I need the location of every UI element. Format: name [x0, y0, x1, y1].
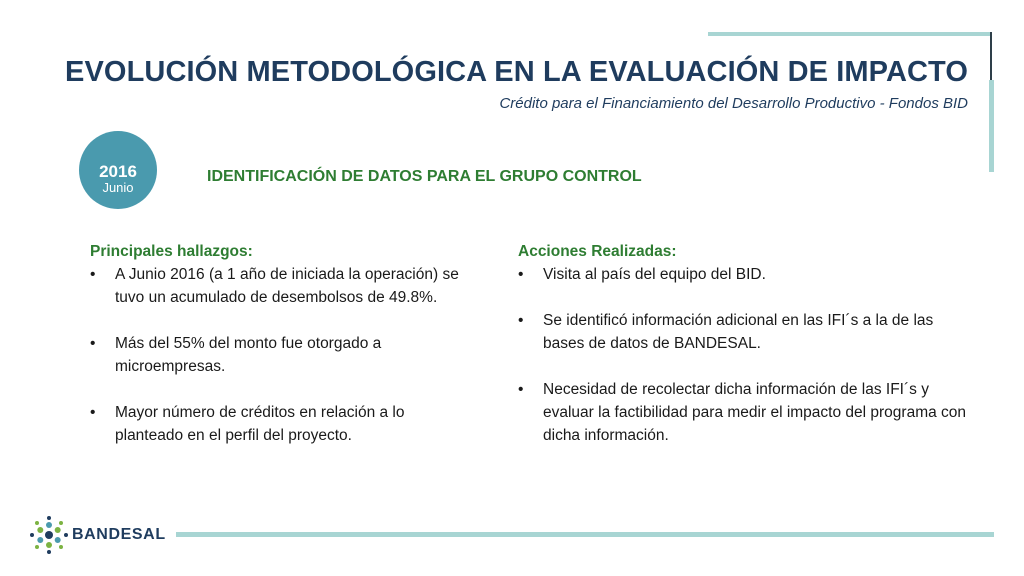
findings-column: [90, 240, 470, 470]
section-heading: IDENTIFICACIÓN DE DATOS PARA EL GRUPO CONTROL: [207, 168, 642, 185]
actions-column: [518, 240, 968, 470]
top-accent-line: [708, 32, 992, 36]
findings-item: • Mayor número de créditos en relación a lo planteado en el perfil del proyecto.: [90, 401, 470, 447]
findings-list: [90, 263, 470, 447]
date-year: 2016: [99, 162, 137, 181]
top-corner-line: [990, 32, 992, 80]
bandesal-logo-text: BANDESAL: [72, 526, 166, 543]
bandesal-logo: [28, 512, 164, 558]
actions-heading: Acciones Realizadas:: [518, 243, 677, 260]
findings-heading: Principales hallazgos:: [90, 243, 253, 260]
slide-subtitle: Crédito para el Financiamiento del Desarrollo Productivo - Fondos BID: [499, 95, 968, 112]
side-accent-line: [989, 80, 994, 172]
slide-title: EVOLUCIÓN METODOLÓGICA EN LA EVALUACIÓN DE IMPACTO: [65, 56, 968, 88]
actions-item: • Se identificó información adicional en las IFI´s a la de las bases de datos de BANDESAL.: [518, 309, 968, 355]
findings-item: • A Junio 2016 (a 1 año de iniciada la operación) se tuvo un acumulado de desembolsos de 49.8%.: [90, 263, 470, 309]
date-month: Junio: [102, 180, 134, 195]
bottom-accent-line: [176, 532, 994, 537]
date-badge: [79, 131, 157, 209]
bandesal-logo-icon: [28, 512, 70, 558]
actions-item: • Necesidad de recolectar dicha información de las IFI´s y evaluar la factibilidad para medir el impacto del programa con dicha información.: [518, 378, 968, 447]
actions-item: • Visita al país del equipo del BID.: [518, 263, 968, 286]
actions-list: [518, 263, 968, 447]
findings-item: • Más del 55% del monto fue otorgado a microempresas.: [90, 332, 470, 378]
